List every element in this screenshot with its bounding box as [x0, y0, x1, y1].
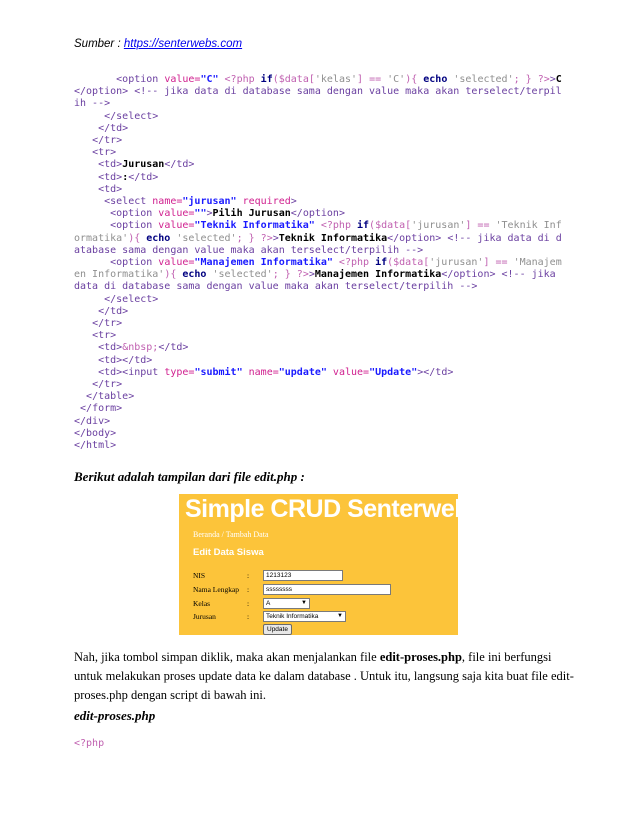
code-token: </div>	[74, 415, 111, 427]
code-line	[74, 111, 566, 123]
code-token: </tr>	[92, 318, 123, 330]
code-token: </option>	[387, 232, 442, 244]
source-prefix: Sumber :	[74, 38, 124, 50]
app-brand-title: Simple CRUD Senterwebs.com	[185, 495, 539, 523]
code-token: echo	[423, 74, 448, 85]
code-token: Manajemen Informatika	[314, 269, 442, 281]
code-line	[74, 428, 566, 440]
code-token	[74, 330, 92, 341]
code-token: >	[549, 74, 556, 85]
code-token	[74, 135, 92, 146]
code-token: <td><input	[98, 366, 165, 378]
code-token	[74, 147, 92, 158]
code-token: ($data[	[272, 74, 315, 85]
code-line	[74, 135, 566, 147]
breadcrumb-separator: /	[219, 530, 226, 539]
code-token: <!-- jika data di database sama dengan value maka akan terselect/terpilih -->	[74, 232, 562, 256]
code-token: ></td>	[417, 366, 454, 378]
code-token: "Update"	[369, 366, 418, 378]
code-token: <option	[110, 257, 159, 269]
code-token: <tr>	[92, 330, 117, 342]
body-paragraph	[74, 648, 574, 705]
code-token: "update"	[278, 366, 327, 378]
code-token: </html>	[74, 440, 117, 452]
code-line	[74, 257, 566, 294]
code-token: if	[375, 257, 388, 269]
code-token: <option	[110, 208, 159, 220]
code-token: 'selected'	[176, 232, 237, 244]
nis-input[interactable]: 1213123	[263, 570, 343, 581]
jurusan-select-value: Teknik Informatika	[266, 613, 319, 620]
code-line	[74, 379, 566, 391]
code-token: ($data[	[387, 257, 430, 269]
code-token: </form>	[80, 403, 123, 415]
code-token	[74, 74, 116, 85]
field-label-jurusan: Jurusan	[193, 612, 216, 621]
field-label-kelas: Kelas	[193, 599, 211, 608]
code-line	[74, 220, 566, 257]
code-token: 'selected'	[212, 269, 273, 281]
code-token: </td>	[164, 159, 195, 171]
paragraph-part-2: , file ini berfungsi untuk melakukan proses update data ke dalam database . Untuk itu, langsung saja kita buat file edit-proses.php dengan script di bawah ini.	[74, 650, 574, 702]
breadcrumb-home-link[interactable]: Beranda	[193, 530, 220, 539]
code-token	[74, 184, 98, 195]
paragraph-part-1: Nah, jika tombol simpan diklik, maka akan menjalankan file	[74, 650, 380, 664]
code-token: 'jurusan'	[411, 220, 466, 232]
code-token: <tr>	[92, 147, 117, 159]
code-token: echo	[146, 232, 171, 244]
code-block	[74, 74, 566, 452]
code-token: <td>	[98, 171, 123, 183]
code-token: ){	[405, 74, 424, 85]
code-token: <option	[110, 220, 159, 232]
field-colon: :	[247, 585, 250, 594]
code-line	[74, 74, 566, 111]
code-token: name=	[152, 196, 183, 208]
code-token: name=	[242, 366, 279, 378]
code-token: "C"	[200, 74, 219, 85]
code-token: 'kelas'	[314, 74, 358, 85]
code-token: "Teknik Informatika"	[194, 220, 315, 232]
code-token: value=	[326, 366, 370, 378]
code-line	[74, 355, 566, 367]
code-line	[74, 208, 566, 220]
code-token: ""	[194, 208, 207, 220]
code-token: </option>	[290, 208, 345, 220]
code-token	[74, 355, 98, 366]
code-token: value=	[158, 257, 195, 269]
code-token: echo	[182, 269, 207, 281]
code-token: 'Manajemen Informatika'	[74, 257, 562, 281]
code-token	[74, 379, 92, 390]
field-label-nis: NIS	[193, 571, 206, 580]
code-token: ] ==	[483, 257, 514, 269]
code-token: </body>	[74, 427, 117, 439]
code-token: </td>	[128, 171, 159, 183]
field-label-nama: Nama Lengkap	[193, 585, 240, 594]
code-token: ){	[128, 232, 147, 244]
code-line	[74, 391, 566, 403]
code-token: </option>	[74, 86, 129, 98]
code-token: ; } ?>	[513, 74, 550, 85]
source-link[interactable]: https://senterwebs.com	[123, 38, 243, 50]
kelas-select-value: A	[266, 600, 271, 607]
code-token: </select>	[104, 293, 159, 305]
code-token: Pilih Jurusan	[212, 208, 291, 220]
caption: Berikut adalah tampilan dari file edit.php :	[74, 469, 305, 484]
breadcrumb	[193, 530, 269, 539]
code-token	[74, 159, 98, 170]
code-token: value=	[158, 220, 195, 232]
code-token: 'Teknik Informatika'	[74, 220, 562, 244]
field-colon: :	[247, 571, 250, 580]
code-line	[74, 306, 566, 318]
code-token: ; } ?>	[236, 232, 273, 244]
code-token: >	[272, 232, 279, 244]
code-token: type=	[164, 366, 195, 378]
chevron-down-icon: ▼	[301, 600, 307, 606]
source-line	[74, 38, 242, 50]
chevron-down-icon: ▼	[337, 613, 343, 619]
code-line	[74, 196, 566, 208]
code-token: <td>	[98, 159, 123, 171]
code-token: Teknik Informatika	[278, 232, 388, 244]
code-token	[74, 294, 104, 305]
breadcrumb-add-link[interactable]: Tambah Data	[225, 530, 269, 539]
code-token: "jurusan"	[182, 196, 237, 208]
code-token: </tr>	[92, 379, 123, 391]
form-heading: Edit Data Siswa	[193, 547, 264, 558]
code-token	[74, 111, 104, 122]
code-token: if	[260, 74, 273, 85]
code-line	[74, 172, 566, 184]
code-line	[74, 159, 566, 171]
code-token: </table>	[86, 391, 135, 403]
code-token: <?php	[218, 74, 261, 85]
field-colon: :	[247, 612, 250, 621]
code-token	[74, 367, 98, 378]
code-token: <td>	[98, 342, 123, 354]
code-token: </td>	[98, 305, 129, 317]
code-token: </select>	[104, 110, 159, 122]
code-token: "Manajemen Informatika"	[194, 257, 333, 269]
code-token: ] ==	[357, 74, 388, 85]
code-token: <select	[104, 196, 153, 208]
code-line	[74, 367, 566, 379]
code-token: >	[290, 196, 297, 208]
code-token	[74, 257, 110, 268]
code-token: if	[357, 220, 370, 232]
code-token	[74, 342, 98, 353]
code-token: 'jurusan'	[429, 257, 484, 269]
code-line	[74, 294, 566, 306]
code-token	[74, 306, 98, 317]
code-token: >	[308, 269, 315, 281]
code-token	[74, 208, 110, 219]
code-line	[74, 330, 566, 342]
code-token: 'C'	[387, 74, 406, 85]
code-token: ] ==	[465, 220, 496, 232]
code-token: <!-- jika data di database sama dengan value maka akan terselect/terpilih -->	[74, 269, 562, 293]
subheading-filename: edit-proses.php	[74, 708, 156, 723]
code-line	[74, 123, 566, 135]
code-token: ; } ?>	[272, 269, 309, 281]
code-token	[74, 220, 110, 231]
code-token: <?php	[332, 257, 376, 269]
code-line	[74, 184, 566, 196]
code-token: <td>	[98, 183, 123, 195]
code-token: required	[236, 196, 291, 208]
field-colon: :	[247, 599, 250, 608]
php-open-tag: <?php	[74, 738, 105, 749]
code-token: <td></td>	[98, 354, 153, 366]
code-line	[74, 318, 566, 330]
code-token: </tr>	[92, 135, 123, 147]
code-token: &nbsp;	[122, 342, 159, 354]
code-token: </td>	[98, 122, 129, 134]
code-token: ($data[	[369, 220, 412, 232]
code-token: >	[206, 208, 213, 220]
code-token	[74, 318, 92, 329]
code-token: <option	[116, 74, 165, 85]
nama-lengkap-input[interactable]: ssssssss	[263, 584, 391, 595]
update-button[interactable]: Update	[263, 624, 292, 635]
code-token	[74, 172, 98, 183]
code-token: <?php	[314, 220, 357, 232]
code-token: value=	[164, 74, 201, 85]
code-token: </td>	[158, 342, 189, 354]
code-token: C	[555, 74, 562, 85]
code-token	[74, 123, 98, 134]
paragraph-filename: edit-proses.php	[379, 650, 462, 664]
kelas-select[interactable]	[263, 598, 310, 609]
code-line	[74, 440, 566, 452]
code-token: :	[122, 171, 129, 183]
code-line	[74, 403, 566, 415]
code-line	[74, 416, 566, 428]
code-token: </option>	[441, 269, 496, 281]
code-line	[74, 147, 566, 159]
code-token: 'selected'	[453, 74, 514, 85]
app-screenshot	[179, 494, 539, 635]
code-token: value=	[158, 208, 195, 220]
code-token	[74, 391, 86, 402]
code-token: "submit"	[194, 366, 243, 378]
code-token: Jurusan	[122, 159, 165, 171]
code-token: <!-- jika data di database sama dengan value maka akan terselect/terpilih -->	[74, 86, 562, 110]
code-token	[74, 196, 104, 207]
jurusan-select[interactable]	[263, 611, 346, 622]
code-token: ){	[164, 269, 183, 281]
code-line	[74, 342, 566, 354]
